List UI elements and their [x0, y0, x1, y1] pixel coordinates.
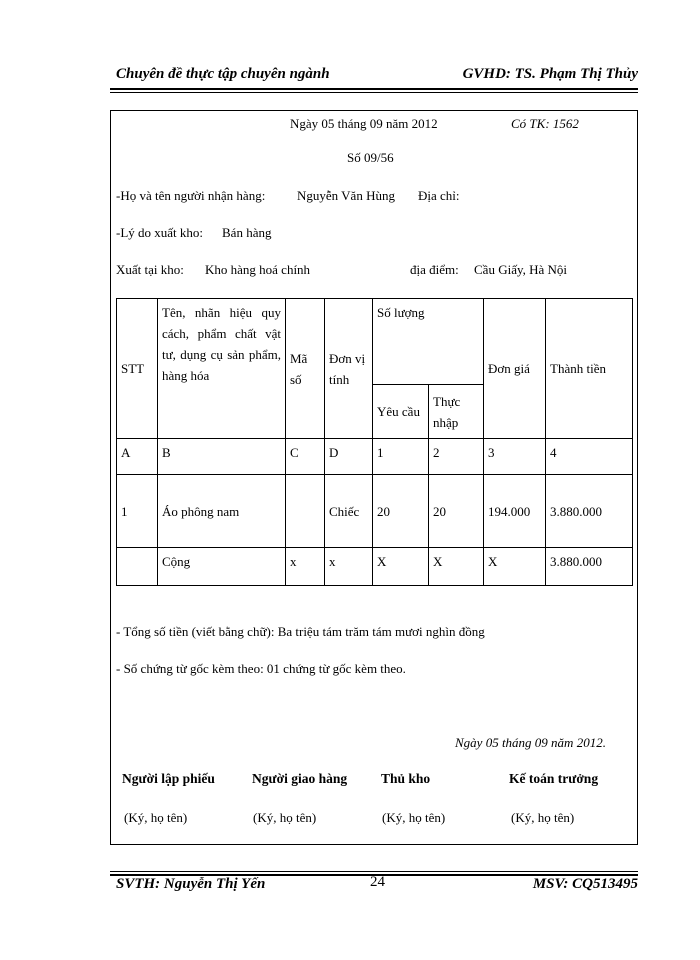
- table-cell: [117, 548, 158, 586]
- footer-student-id: MSV: CQ513495: [532, 876, 638, 892]
- table-cell: 4: [546, 439, 633, 475]
- table-cell: X: [373, 548, 429, 586]
- table-cell: X: [429, 548, 484, 586]
- credit-account: Có TK: 1562: [511, 116, 579, 131]
- table-cell: C: [286, 439, 325, 475]
- header-supervisor: GVHD: TS. Phạm Thị Thủy: [462, 66, 638, 82]
- warehouse-label: Xuất tại kho:: [116, 262, 184, 277]
- table-total-row: [117, 548, 633, 586]
- page-number: 24: [370, 874, 385, 890]
- table-cell: 3.880.000: [546, 475, 633, 548]
- header-requested: Yêu cầu: [373, 385, 429, 439]
- header-quantity: Số lượng: [373, 299, 484, 385]
- header-actual: Thực nhập: [429, 385, 484, 439]
- signature-date: Ngày 05 tháng 09 năm 2012.: [455, 735, 606, 750]
- table-row: [117, 439, 633, 475]
- page-header: [116, 66, 638, 88]
- table-cell: X: [484, 548, 546, 586]
- warehouse-value: Kho hàng hoá chính: [205, 262, 311, 277]
- deliverer-title: Người giao hàng: [252, 771, 348, 786]
- location-value: Cầu Giấy, Hà Nội: [474, 262, 568, 277]
- footer-rule-thin: [110, 871, 638, 872]
- issue-date: Ngày 05 tháng 09 năm 2012: [290, 116, 438, 131]
- table-row: [117, 475, 633, 548]
- voucher-number: Số 09/56: [347, 150, 394, 165]
- reason-value: Bán hàng: [222, 225, 272, 240]
- header-rule-thick: [110, 88, 638, 90]
- table-cell: 2: [429, 439, 484, 475]
- chief-accountant-title: Kế toán trưởng: [509, 771, 599, 786]
- header-unit-price: Đơn giá: [484, 299, 546, 439]
- header-rule-thin: [110, 92, 638, 93]
- recipient-label: -Họ và tên người nhận hàng:: [116, 188, 266, 203]
- header-code: Mã số: [286, 299, 325, 439]
- table-cell: 1: [117, 475, 158, 548]
- preparer-title: Người lập phiếu: [122, 771, 215, 786]
- table-cell: B: [158, 439, 286, 475]
- header-stt: STT: [117, 299, 158, 439]
- table-cell: D: [325, 439, 373, 475]
- total-in-words: - Tổng số tiền (viết bằng chữ): Ba triệu tám trăm tám mươi nghìn đồng: [116, 624, 485, 639]
- recipient-name: Nguyễn Văn Hùng: [297, 188, 395, 203]
- preparer-sign-note: (Ký, họ tên): [124, 810, 188, 825]
- chief-accountant-sign-note: (Ký, họ tên): [511, 810, 575, 825]
- table-cell: [286, 475, 325, 548]
- items-table: [116, 298, 633, 586]
- footer-student: SVTH: Nguyễn Thị Yến: [116, 876, 266, 892]
- deliverer-sign-note: (Ký, họ tên): [253, 810, 317, 825]
- table-cell: 3.880.000: [546, 548, 633, 586]
- address-label: Địa chỉ:: [418, 188, 460, 203]
- table-cell: Chiếc: [325, 475, 373, 548]
- attached-documents: - Số chứng từ gốc kèm theo: 01 chứng từ gốc kèm theo.: [116, 661, 406, 676]
- header-item-name: Tên, nhãn hiệu quy cách, phẩm chất vật tư, dụng cụ sản phẩm, hàng hóa: [158, 299, 286, 439]
- header-unit: Đơn vị tính: [325, 299, 373, 439]
- header-topic: Chuyên đề thực tập chuyên ngành: [116, 66, 330, 82]
- table-cell: Áo phông nam: [158, 475, 286, 548]
- table-cell: 3: [484, 439, 546, 475]
- table-cell: 20: [429, 475, 484, 548]
- location-label: địa điểm:: [410, 262, 459, 277]
- reason-label: -Lý do xuất kho:: [116, 225, 204, 240]
- header-amount: Thành tiền: [546, 299, 633, 439]
- table-cell: Cộng: [158, 548, 286, 586]
- table-cell: x: [286, 548, 325, 586]
- table-cell: x: [325, 548, 373, 586]
- table-cell: 20: [373, 475, 429, 548]
- table-cell: 194.000: [484, 475, 546, 548]
- table-cell: A: [117, 439, 158, 475]
- storekeeper-sign-note: (Ký, họ tên): [382, 810, 446, 825]
- storekeeper-title: Thủ kho: [381, 771, 431, 786]
- table-cell: 1: [373, 439, 429, 475]
- table-header-row: [117, 299, 633, 385]
- page-footer: [116, 876, 638, 898]
